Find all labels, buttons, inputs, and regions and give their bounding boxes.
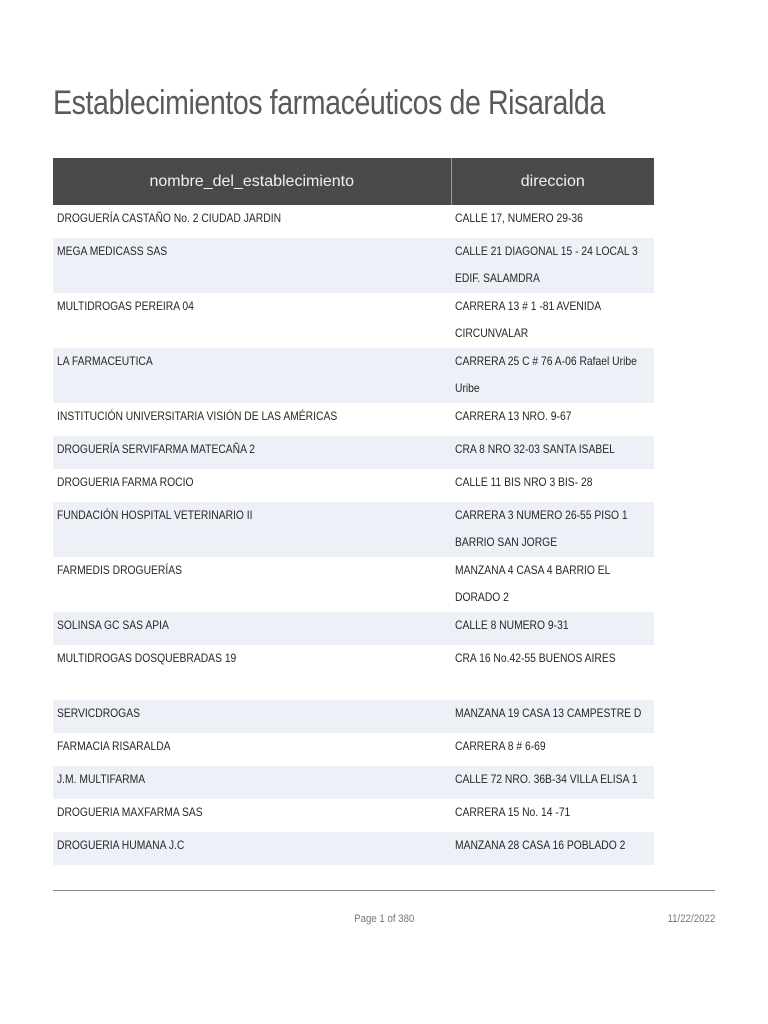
table-row — [53, 645, 654, 700]
cell-nombre: FARMEDIS DROGUERÍAS — [57, 563, 183, 577]
cell-nombre: FUNDACIÓN HOSPITAL VETERINARIO II — [53, 502, 451, 557]
cell-nombre: J.M. MULTIFARMA — [53, 766, 451, 799]
table-row — [53, 348, 654, 403]
cell-nombre: MEGA MEDICASS SAS — [53, 238, 451, 293]
cell-nombre: LA FARMACEUTICA — [53, 348, 451, 403]
cell-direccion: CALLE 11 BIS NRO 3 BIS- 28 — [455, 475, 593, 489]
cell-direccion: CALLE 8 NUMERO 9-31 — [451, 612, 654, 645]
cell-direccion: CARRERA 25 C # 76 A-06 Rafael Uribe Uribe — [451, 348, 654, 403]
establishments-table — [53, 158, 654, 865]
table-row — [53, 557, 654, 612]
table-row — [53, 832, 654, 865]
table-header-row — [53, 158, 654, 205]
cell-direccion: MANZANA 28 CASA 16 POBLADO 2 — [451, 832, 654, 865]
table-row — [53, 469, 654, 502]
cell-direccion: CALLE 72 NRO. 36B-34 VILLA ELISA 1 — [451, 766, 654, 799]
print-date: 11/22/2022 — [667, 913, 715, 925]
table-row — [53, 799, 654, 832]
cell-nombre: DROGUERIA HUMANA J.C — [53, 832, 451, 865]
cell-nombre: DROGUERIA FARMA ROCIO — [57, 475, 194, 489]
cell-direccion: CARRERA 13 NRO. 9-67 — [455, 409, 572, 423]
cell-direccion: CARRERA 3 NUMERO 26-55 PISO 1 BARRIO SAN JORGE — [451, 502, 654, 557]
cell-nombre: FARMACIA RISARALDA — [57, 739, 171, 753]
table-row — [53, 612, 654, 645]
page-number: Page 1 of 380 — [353, 913, 415, 925]
cell-direccion: MANZANA 4 CASA 4 BARRIO EL DORADO 2 — [455, 563, 611, 604]
cell-nombre: SERVICDROGAS — [53, 700, 451, 733]
table-row — [53, 502, 654, 557]
cell-direccion: MANZANA 19 CASA 13 CAMPESTRE D — [451, 700, 654, 733]
table-row — [53, 238, 654, 293]
footer-divider — [53, 890, 715, 891]
cell-nombre: DROGUERIA MAXFARMA SAS — [57, 805, 203, 819]
cell-direccion: CRA 16 No.42-55 BUENOS AIRES — [455, 651, 616, 665]
cell-direccion: CARRERA 13 # 1 -81 AVENIDA CIRCUNVALAR — [455, 299, 601, 340]
cell-nombre: SOLINSA GC SAS APIA — [53, 612, 451, 645]
cell-nombre: MULTIDROGAS DOSQUEBRADAS 19 — [57, 651, 237, 665]
table-row — [53, 766, 654, 799]
column-header-direccion: direccion — [451, 158, 654, 205]
cell-nombre: MULTIDROGAS PEREIRA 04 — [57, 299, 194, 313]
cell-direccion: CALLE 21 DIAGONAL 15 - 24 LOCAL 3 EDIF. SALAMDRA — [451, 238, 654, 293]
cell-direccion: CARRERA 15 No. 14 -71 — [455, 805, 571, 819]
cell-nombre: DROGUERÍA CASTAÑO No. 2 CIUDAD JARDIN — [57, 211, 282, 225]
cell-nombre: INSTITUCIÓN UNIVERSITARIA VISIÓN DE LAS AMÉRICAS — [57, 409, 338, 423]
table-row — [53, 205, 654, 238]
table-row — [53, 733, 654, 766]
table-row — [53, 293, 654, 348]
column-header-nombre: nombre_del_establecimiento — [53, 158, 451, 205]
cell-direccion: CALLE 17, NUMERO 29-36 — [455, 211, 583, 225]
table-row — [53, 403, 654, 436]
cell-direccion: CARRERA 8 # 6-69 — [455, 739, 546, 753]
table-row — [53, 700, 654, 733]
page-title: Establecimientos farmacéuticos de Risaralda — [53, 84, 605, 122]
table-row — [53, 436, 654, 469]
cell-direccion: CRA 8 NRO 32-03 SANTA ISABEL — [451, 436, 654, 469]
cell-nombre: DROGUERÍA SERVIFARMA MATECAÑA 2 — [53, 436, 451, 469]
